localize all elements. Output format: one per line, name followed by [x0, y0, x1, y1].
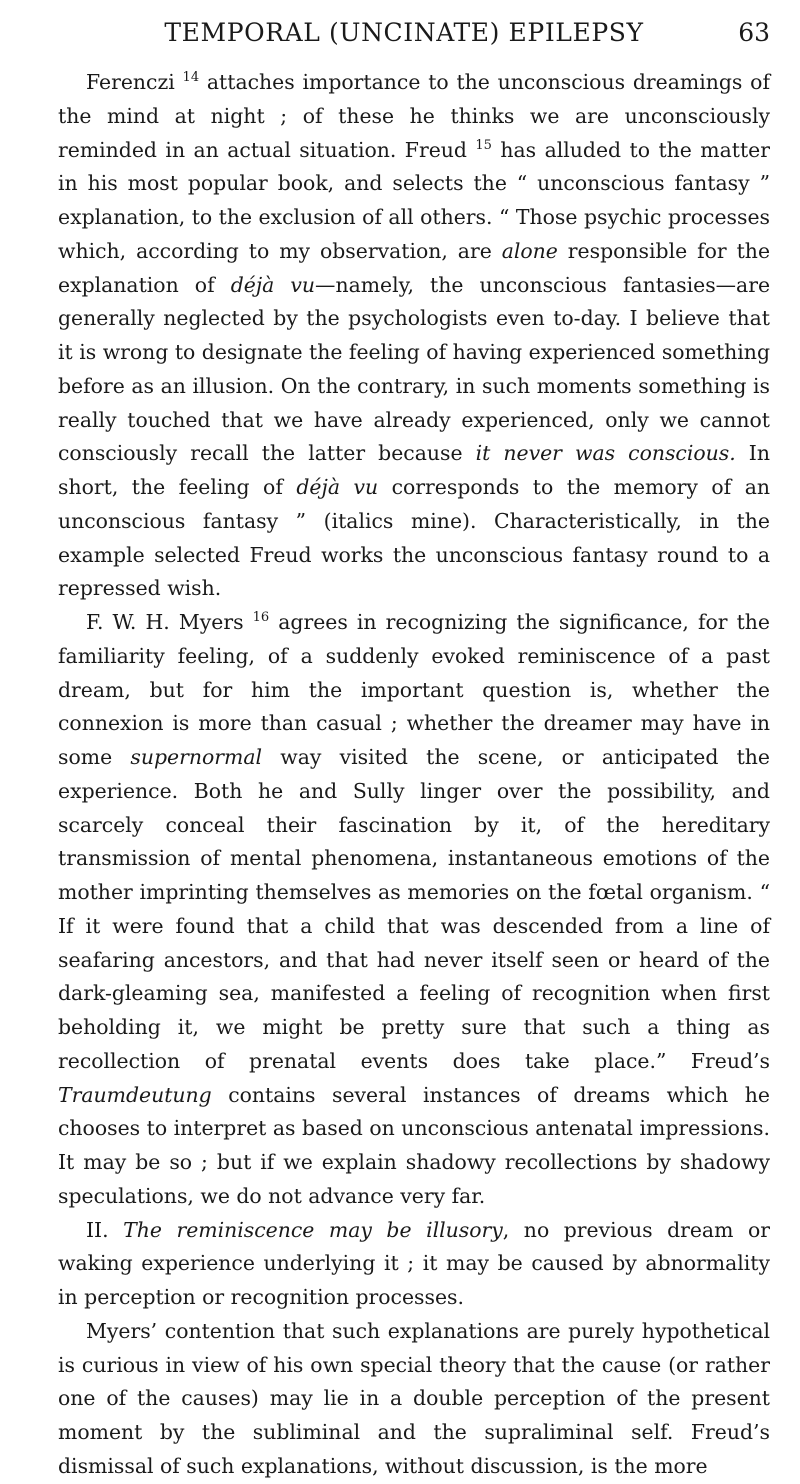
italic-text: alone [501, 238, 558, 263]
text-run: —namely, the unconscious fantasies—are generally neglected by the psychologists even to-day. I believe that it is wrong to designate the feeling of having experienced something before as an illusion. On the contrary, in such moments something is really touched that we have already experienced, only we cannot consciously recall the latter because [58, 272, 771, 466]
text-run: In short, the feeling of [58, 441, 770, 499]
paragraph [58, 66, 770, 606]
body-text [58, 66, 770, 1484]
page-number: 63 [738, 17, 770, 47]
paragraph [58, 1315, 770, 1484]
footnote-ref: 14 [182, 70, 200, 85]
text-run: , no previous dream or waking experience underlying it ; it may be caused by abnormality in perception or recognition processes. [58, 1217, 770, 1309]
italic-text: it never was conscious. [475, 441, 736, 466]
text-run: agrees in recognizing the significance, for the familiarity feeling, of a suddenly evoked reminiscence of a past dream, but for him the important question is, whether the connexion is more than casual ; whether the dreamer may have in some [58, 610, 770, 769]
text-run: has alluded to the matter in his most popular book, and selects the “ unconscious fantasy ” explanation, to the exclusion of all others. “ Those psychic processes which, according to my observation, are [58, 137, 770, 263]
paragraph [58, 606, 770, 1214]
text-run: Myers’ contention that such explanations are purely hypothetical is curious in view of his own special theory that the cause (or rather one of the causes) may lie in a double perception of the present moment by the subliminal and the supraliminal self. Freud’s dismissal of such explanations, without discussion, is the more [58, 1318, 770, 1478]
text-run: attaches importance to the unconscious dreamings of the mind at night ; of these he thinks we are unconsciously reminded in an actual situation. Freud [58, 70, 770, 162]
text-run: F. W. H. Myers [86, 610, 253, 634]
text-run: Ferenczi [86, 70, 183, 94]
text-run: contains several instances of dreams which he chooses to interpret as based on unconscious antenatal impressions. It may be so ; but if we explain shadowy recollections by shadowy speculations, we do not advance very far. [58, 1082, 770, 1208]
italic-text: déjà vu [296, 475, 379, 499]
footnote-ref: 16 [252, 610, 270, 625]
italic-text: supernormal [130, 745, 263, 769]
running-header [58, 12, 770, 52]
text-run: II. [86, 1217, 124, 1242]
footnote-ref: 15 [475, 137, 492, 153]
text-run: responsible for the explanation of [58, 238, 771, 297]
italic-text: Traumdeutung [58, 1082, 212, 1107]
paragraph [58, 1214, 770, 1315]
italic-text: The reminiscence may be illusory [123, 1217, 503, 1242]
running-title: TEMPORAL (UNCINATE) EPILEPSY [164, 17, 644, 47]
italic-text: déjà vu [230, 272, 316, 297]
text-run: corresponds to the memory of an unconscious fantasy ” (italics mine). Characteristically, in the example selected Freud works the unconscious fantasy round to a repressed wish. [58, 475, 770, 601]
text-run: way visited the scene, or anticipated the experience. Both he and Sully linger over the possibility, and scarcely conceal their fascination by it, of the hereditary transmission of mental phenomena, instantaneous emotions of the mother imprinting themselves as memories on the fœtal organism. “ If it were found that a child that was descended from a line of seafaring ancestors, and that had never itself seen or heard of the dark-gleaming sea, manifested a feeling of recognition when first beholding it, we might be pretty sure that such a thing as recollection of prenatal events does take place.” Freud’s [58, 745, 770, 1073]
